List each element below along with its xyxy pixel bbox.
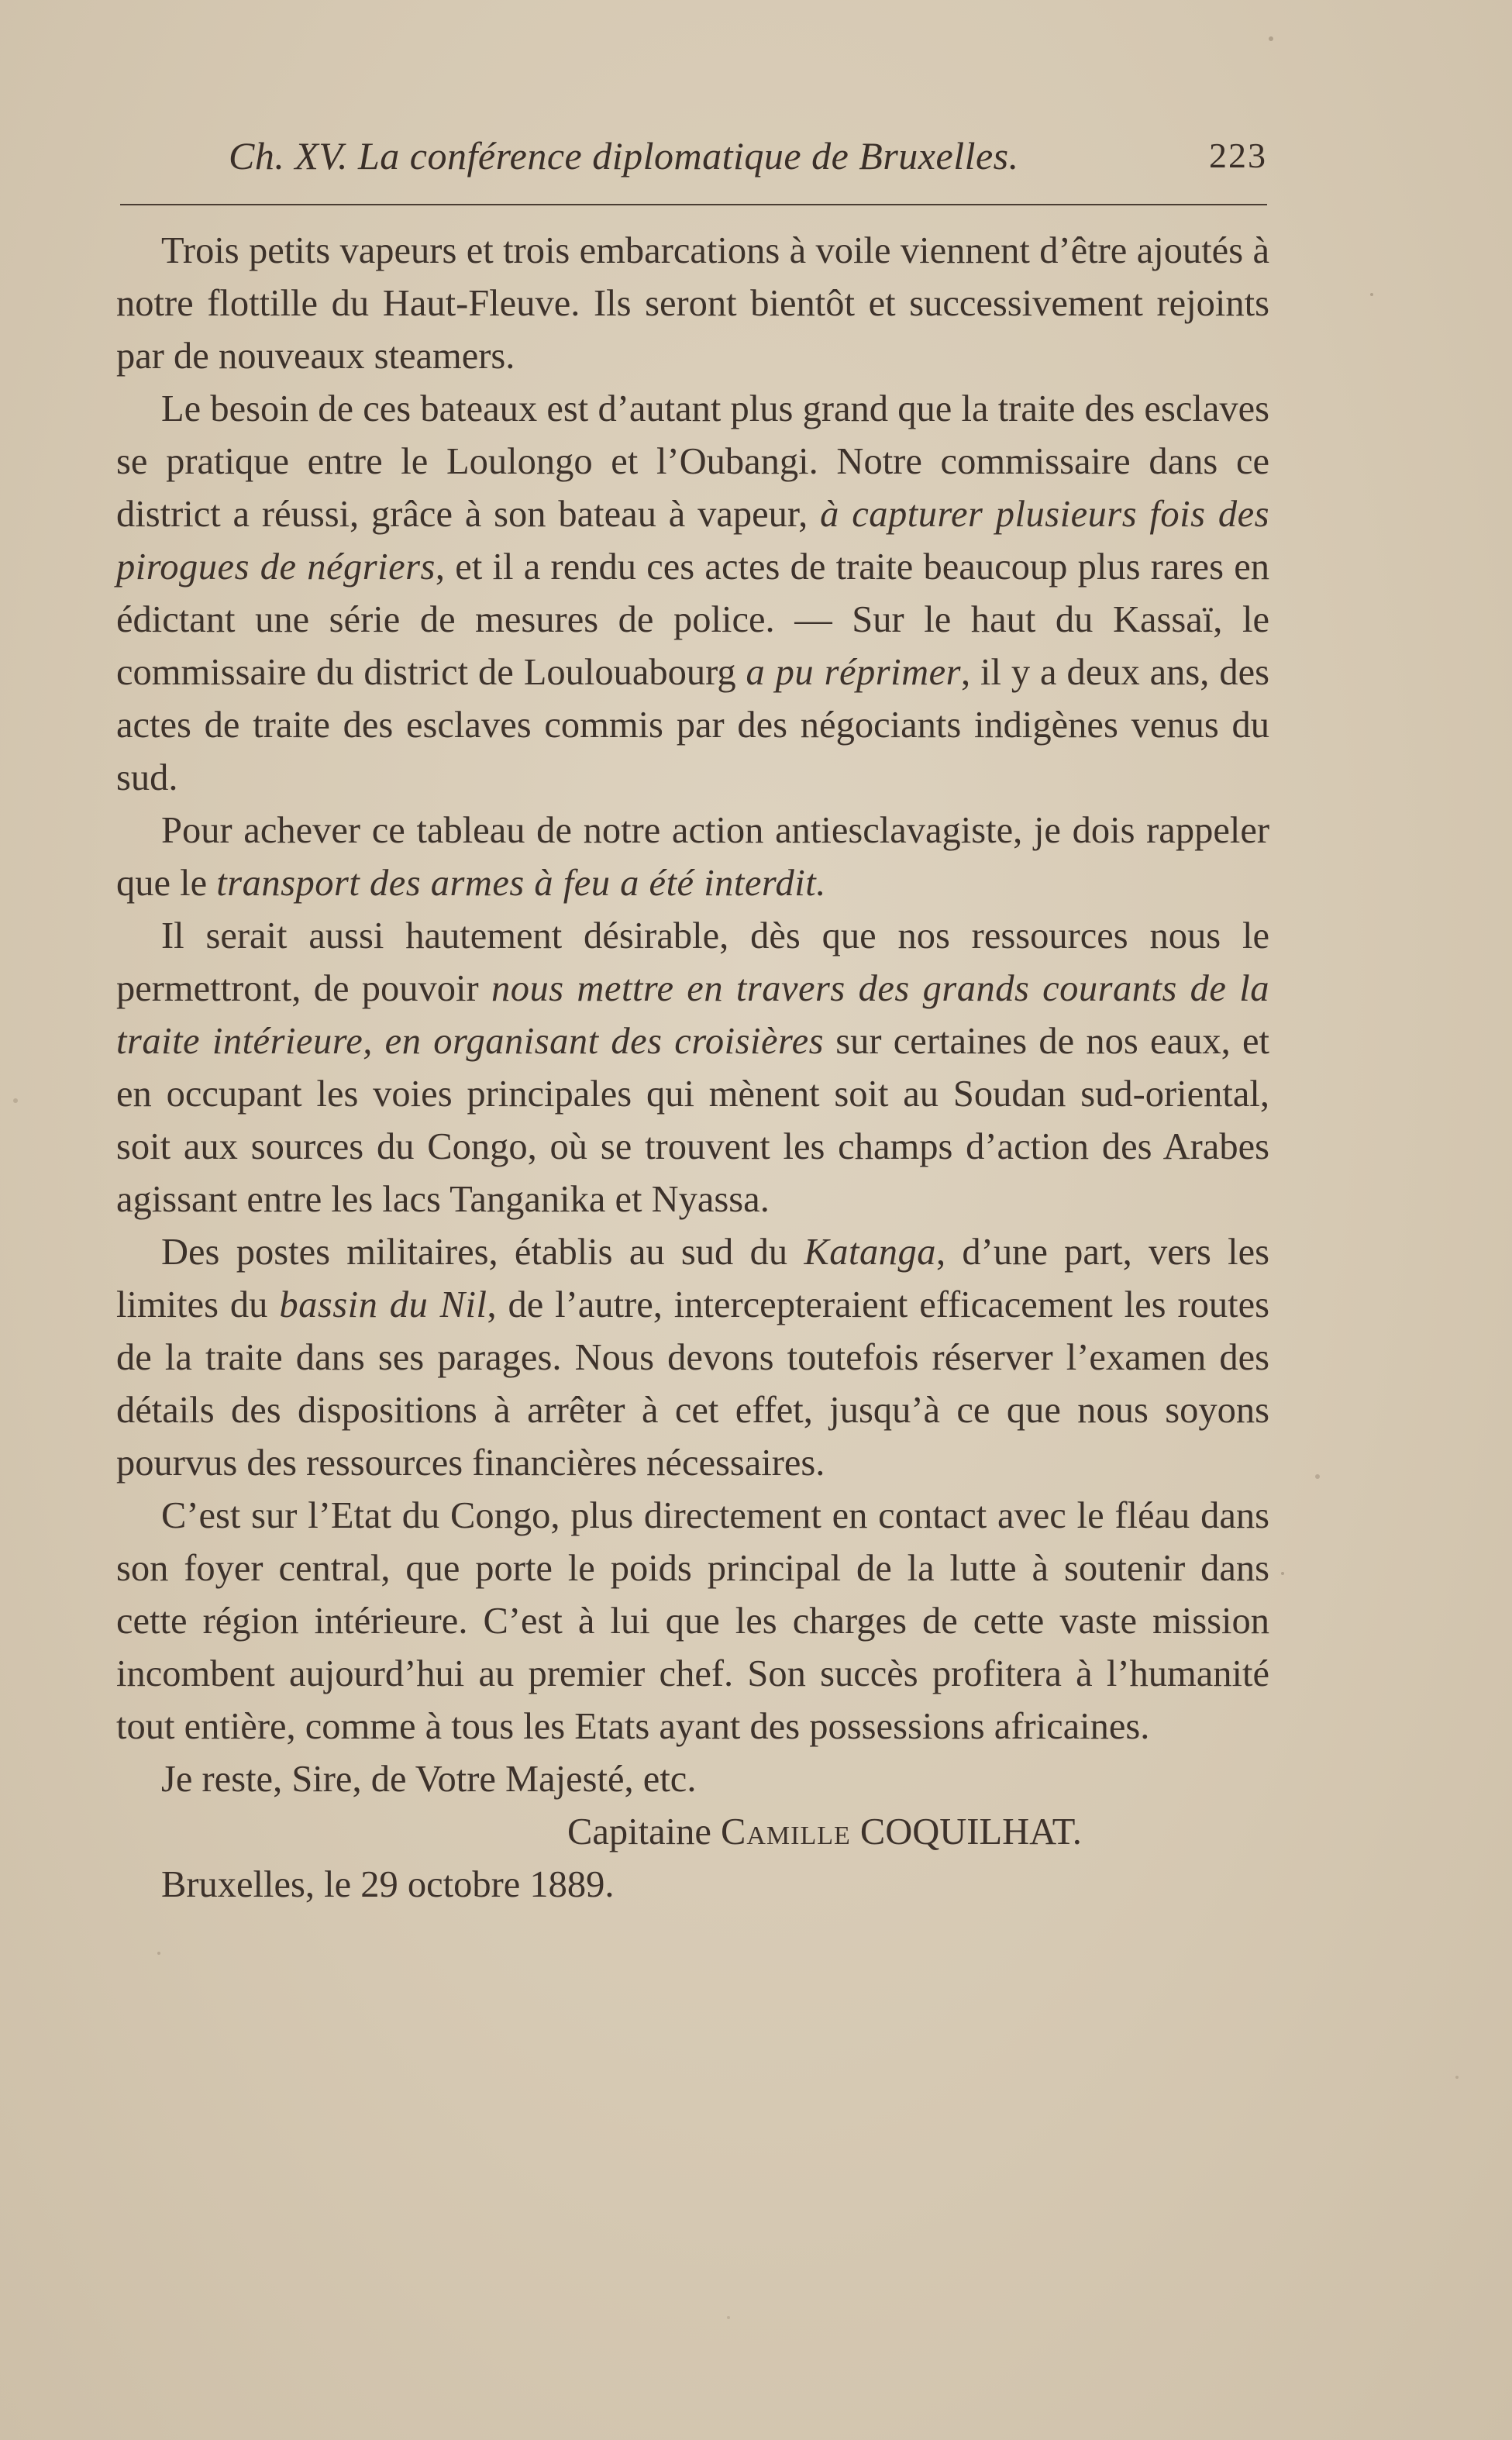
paragraph-text: sur certaines de nos eaux, et en occupant les voies principales qui mènent soit au Soudan sud-oriental, soit aux sources du Congo, où se trouvent les champs d’action des Arabes agissant entre les lacs Tanganika et Nyassa.: [116, 1021, 1269, 1220]
page-number: 223: [1209, 136, 1267, 175]
paragraph-text: , d’une part, vers les limites du: [116, 1232, 1270, 1325]
paragraph-text: Il serait aussi hautement désirable, dès que nos ressources nous le permettront, de pouvoir: [116, 915, 1269, 1009]
italic-emphasis: Katanga: [804, 1232, 936, 1273]
paragraph-text: Des postes militaires, établis au sud du: [161, 1232, 804, 1273]
paragraph: [116, 1490, 1269, 1753]
header-rule: [120, 204, 1267, 205]
paragraph: [116, 805, 1269, 910]
paragraph-text: Trois petits vapeurs et trois embarcations à voile viennent d’être ajoutés à notre flottille du Haut-Fleuve. Ils seront bientôt et successivement rejoints par de nouveaux steamers.: [116, 230, 1269, 377]
signature: [116, 1806, 1269, 1859]
paragraph: [116, 225, 1269, 383]
running-title: Ch. XV. La conférence diplomatique de Bruxelles.: [229, 134, 1019, 177]
italic-emphasis: a pu réprimer: [746, 652, 962, 693]
paragraph-text: Pour achever ce tableau de notre action antiesclavagiste, je dois rappeler que le: [116, 810, 1269, 904]
paragraph-text: , il y a deux ans, des actes de traite des esclaves commis par des négociants indigènes venus du sud.: [116, 652, 1269, 798]
signature-surname: COQUILHAT.: [859, 1811, 1082, 1852]
paragraph: [116, 383, 1269, 805]
body-text: [116, 225, 1269, 1911]
paragraph-text: , et il a rendu ces actes de traite beaucoup plus rares en édictant une série de mesures de police. — Sur le haut du Kassaï, le commissaire du district de Loulouabourg: [116, 546, 1269, 693]
paragraph-text: , de l’autre, intercepteraient efficacement les routes de la traite dans ses parages. Nous devons toutefois réserver l’examen des détails des dispositions à arrêter à cet effet, jusqu’à ce que nous soyons pourvus des ressources financières nécessaires.: [116, 1284, 1269, 1484]
signature-first-name: Camille: [720, 1811, 851, 1852]
dateline: Bruxelles, le 29 octobre 1889.: [161, 1864, 615, 1905]
closing-salutation: Je reste, Sire, de Votre Majesté, etc.: [161, 1759, 697, 1800]
italic-emphasis: à capturer plusieurs fois des pirogues de négriers: [116, 494, 1269, 588]
italic-emphasis: bassin du Nil: [279, 1284, 487, 1325]
signature-rank: Capitaine: [567, 1811, 711, 1852]
paragraph-text: C’est sur l’Etat du Congo, plus directement en contact avec le fléau dans son foyer central, que porte le poids principal de la lutte à soutenir dans cette région intérieure. C’est à lui que les charges de cette vaste mission incombent aujourd’hui au premier chef. Son succès profitera à l’humanité tout entière, comme à tous les Etats ayant des possessions africaines.: [116, 1495, 1269, 1747]
running-head: [229, 133, 1267, 180]
paragraph-text: Le besoin de ces bateaux est d’autant plus grand que la traite des esclaves se pratique entre le Loulongo et l’Oubangi. Notre commissaire dans ce district a réussi, grâce à son bateau à vapeur,: [116, 388, 1269, 535]
italic-emphasis: nous mettre en travers des grands courants de la traite intérieure, en organisant des croisières: [116, 968, 1269, 1062]
paragraph: [116, 910, 1269, 1226]
italic-emphasis: transport des armes à feu a été interdit.: [216, 863, 826, 904]
paragraph: [116, 1226, 1269, 1490]
